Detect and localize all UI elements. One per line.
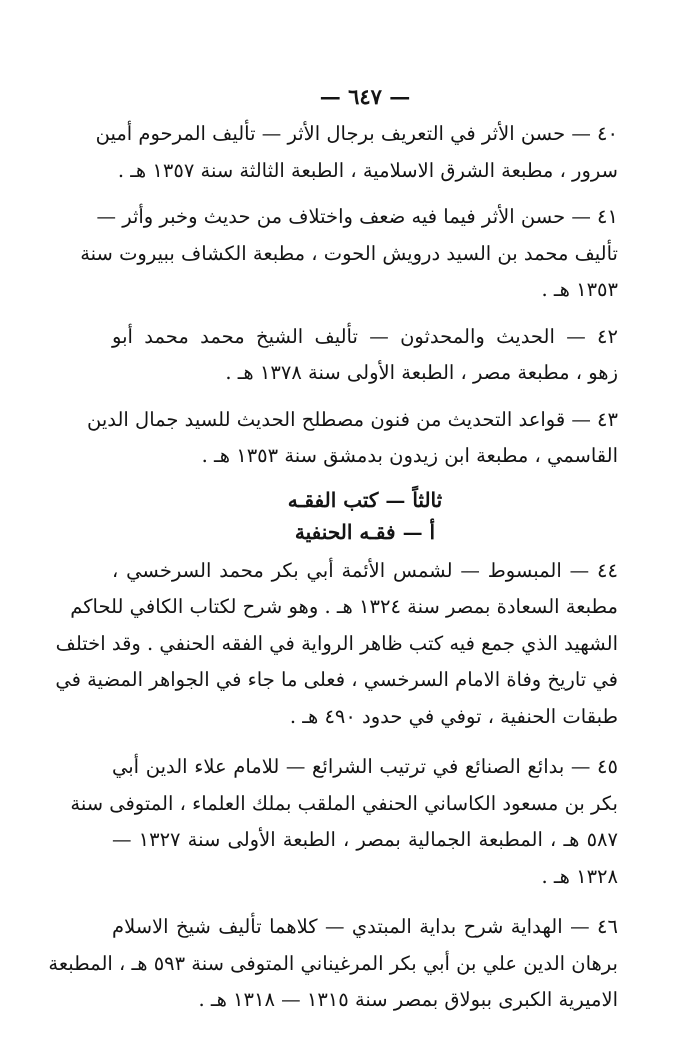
entry-line: زهو ، مطبعة مصر ، الطبعة الأولى سنة ١٣٧٨ هـ . [225,361,618,384]
entry-line: ٤١ — حسن الأثر فيما فيه ضعف واختلاف من حديث وخبر وأثر — [96,205,618,228]
entry-line: الاميرية الكبرى ببولاق بمصر سنة ١٣١٥ — ١٣١٨ هـ . [198,988,618,1011]
bibliography-entry-43 [86,402,618,475]
entry-line: برهان الدين علي بن أبي بكر المرغيناني المتوفى سنة ٥٩٣ هـ ، المطبعة [48,951,618,975]
bibliography-entry-42 [112,319,618,392]
bibliography-entry-40 [95,116,618,189]
bibliography-entry-44 [55,553,618,736]
entry-line: ٥٨٧ هـ ، المطبعة الجمالية بمصر ، الطبعة الأولى سنة ١٣٢٧ — [112,828,618,851]
entry-line: ٤٣ — قواعد التحديث من فنون مصطلح الحديث للسيد جمال الدين [86,407,618,431]
bibliography-entry-45 [70,749,618,895]
entry-line: سرور ، مطبعة الشرق الاسلامية ، الطبعة الثالثة سنة ١٣٥٧ هـ . [117,158,618,182]
entry-line: ٤٠ — حسن الأثر في التعريف برجال الأثر — تأليف المرحوم أمين [95,122,618,145]
entry-line: ٤٦ — الهداية شرح بداية المبتدي — كلاهما تأليف شيخ الاسلام [112,915,618,938]
entry-line: في تاريخ وفاة الامام السرخسي ، فعلى ما جاء في الجواهر المضية في [55,668,618,691]
entry-line: مطبعة السعادة بمصر سنة ١٣٢٤ هـ . وهو شرح لكتاب الكافي للحاكم [70,595,618,618]
entry-line: بكر بن مسعود الكاساني الحنفي الملقب بملك العلماء ، المتوفى سنة [70,791,618,815]
subsection-heading: أ — فقـه الحنفية [294,519,436,544]
entry-line: ١٣٥٣ هـ . [541,278,618,301]
entry-line: طبقات الحنفية ، توفي في حدود ٤٩٠ هـ . [289,704,618,728]
bibliography-entry-41 [80,199,618,309]
entry-line: ١٣٢٨ هـ . [541,864,618,888]
page-number: — ٦٤٧ — [319,84,411,109]
entry-line: ٤٢ — الحديث والمحدثون — تأليف الشيخ محمد محمد أبو [112,324,618,348]
book-page [48,82,618,1019]
bibliography-entry-46 [48,909,618,1019]
entry-line: ٤٥ — بدائع الصنائع في ترتيب الشرائع — للامام علاء الدين أبي [112,755,618,778]
entry-line: ٤٤ — المبسوط — لشمس الأئمة أبي بكر محمد السرخسي ، [112,558,618,582]
entry-line: الشهيد الذي جمع فيه كتب ظاهر الرواية في الفقه الحنفي . وقد اختلف [55,631,618,655]
section-heading: ثالثاً — كتب الفقـه [287,487,443,512]
entry-line: تأليف محمد بن السيد درويش الحوت ، مطبعة الكشاف ببيروت سنة [80,241,618,265]
entry-line: القاسمي ، مطبعة ابن زيدون بدمشق سنة ١٣٥٣ هـ . [201,444,618,467]
